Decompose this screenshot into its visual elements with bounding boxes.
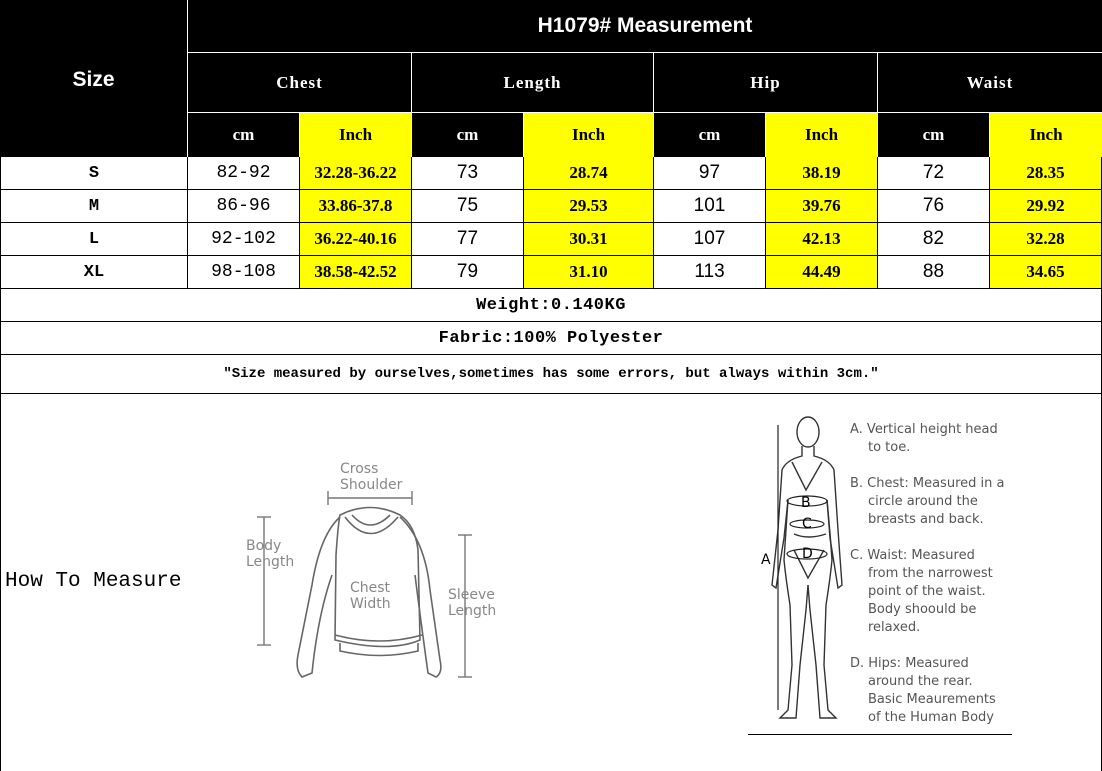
body-letter-b: B (801, 495, 811, 511)
cell-size: L (0, 223, 188, 256)
cell-waist-in: 29.92 (990, 190, 1102, 223)
cell-size: S (0, 157, 188, 190)
cell-hip-cm: 101 (654, 190, 766, 223)
cell-hip-cm: 97 (654, 157, 766, 190)
waist-cm-header: cm (922, 125, 945, 144)
legend-line: of the Human Body (868, 710, 994, 725)
cell-chest-in: 32.28-36.22 (300, 157, 412, 190)
legend-line: D. Hips: Measured (850, 656, 969, 671)
sleeve-label-2: Length (448, 603, 497, 619)
legend-line: B. Chest: Measured in a (850, 476, 1005, 491)
cell-hip-cm: 113 (654, 256, 766, 289)
cell-chest-in: 33.86-37.8 (300, 190, 412, 223)
cross-label-2: Shoulder (340, 477, 403, 493)
measurement-legend (850, 421, 1004, 727)
weight-row: Weight:0.140KG (0, 289, 1102, 322)
waist-inch-header: Inch (990, 113, 1102, 157)
legend-line: from the narrowest (868, 566, 993, 581)
legend-line: circle around the (868, 494, 978, 509)
legend-line: Body shoould be (868, 602, 977, 617)
cell-chest-cm: 92-102 (188, 223, 300, 256)
cell-size: M (0, 190, 188, 223)
cell-waist-cm: 72 (878, 157, 990, 190)
cell-chest-in: 38.58-42.52 (300, 256, 412, 289)
cell-length-in: 30.31 (524, 223, 654, 256)
cell-length-in: 29.53 (524, 190, 654, 223)
chest-label-1: Chest (350, 580, 391, 596)
cell-size: XL (0, 256, 188, 289)
cell-chest-cm: 82-92 (188, 157, 300, 190)
cell-hip-in: 42.13 (766, 223, 878, 256)
cell-length-cm: 79 (412, 256, 524, 289)
hip-header: Hip (750, 72, 781, 92)
body-label-1: Body (246, 538, 282, 554)
length-header: Length (503, 72, 562, 92)
hip-inch-header: Inch (766, 113, 877, 157)
legend-line: breasts and back. (868, 512, 984, 527)
legend-line: A. Vertical height head (850, 422, 998, 437)
cell-length-cm: 75 (412, 190, 524, 223)
cell-hip-in: 44.49 (766, 256, 878, 289)
waist-header: Waist (966, 72, 1014, 92)
cell-hip-in: 39.76 (766, 190, 878, 223)
fabric-row: Fabric:100% Polyester (0, 322, 1102, 355)
cell-waist-cm: 88 (878, 256, 990, 289)
hip-cm-header: cm (698, 125, 721, 144)
chest-label-2: Width (350, 596, 391, 612)
body-letter-a: A (761, 552, 771, 568)
body-diagram (750, 410, 845, 740)
legend-line: relaxed. (868, 620, 921, 635)
cell-waist-in: 28.35 (990, 157, 1102, 190)
table-title: H1079# Measurement (537, 14, 753, 37)
legend-line: Basic Meaurements (868, 692, 996, 707)
cell-chest-in: 36.22-40.16 (300, 223, 412, 256)
sweater-diagram (240, 455, 510, 695)
chest-header: Chest (276, 72, 323, 92)
body-label-2: Length (246, 554, 295, 570)
cell-waist-in: 34.65 (990, 256, 1102, 289)
cell-length-in: 28.74 (524, 157, 654, 190)
body-diagram-underline (748, 734, 1012, 735)
cell-waist-in: 32.28 (990, 223, 1102, 256)
cell-waist-cm: 82 (878, 223, 990, 256)
body-letter-d: D (802, 546, 813, 562)
legend-line: to toe. (868, 440, 911, 455)
how-to-measure-label: How To Measure (5, 570, 182, 593)
body-letter-c: C (802, 516, 812, 532)
length-inch-header: Inch (524, 113, 653, 157)
cell-hip-in: 38.19 (766, 157, 878, 190)
legend-line: around the rear. (868, 674, 973, 689)
legend-line: point of the waist. (868, 584, 986, 599)
chest-cm-header: cm (232, 125, 255, 144)
cell-chest-cm: 98-108 (188, 256, 300, 289)
cross-label-1: Cross (340, 461, 379, 477)
cell-hip-cm: 107 (654, 223, 766, 256)
sleeve-label-1: Sleeve (448, 587, 495, 603)
cell-waist-cm: 76 (878, 190, 990, 223)
length-cm-header: cm (456, 125, 479, 144)
cell-chest-cm: 86-96 (188, 190, 300, 223)
size-note-row: "Size measured by ourselves,sometimes has some errors, but always within 3cm." (0, 355, 1102, 394)
cell-length-cm: 77 (412, 223, 524, 256)
size-column-header: Size (72, 67, 115, 91)
cell-length-in: 31.10 (524, 256, 654, 289)
chest-inch-header: Inch (300, 113, 411, 157)
cell-length-cm: 73 (412, 157, 524, 190)
legend-line: C. Waist: Measured (850, 548, 975, 563)
